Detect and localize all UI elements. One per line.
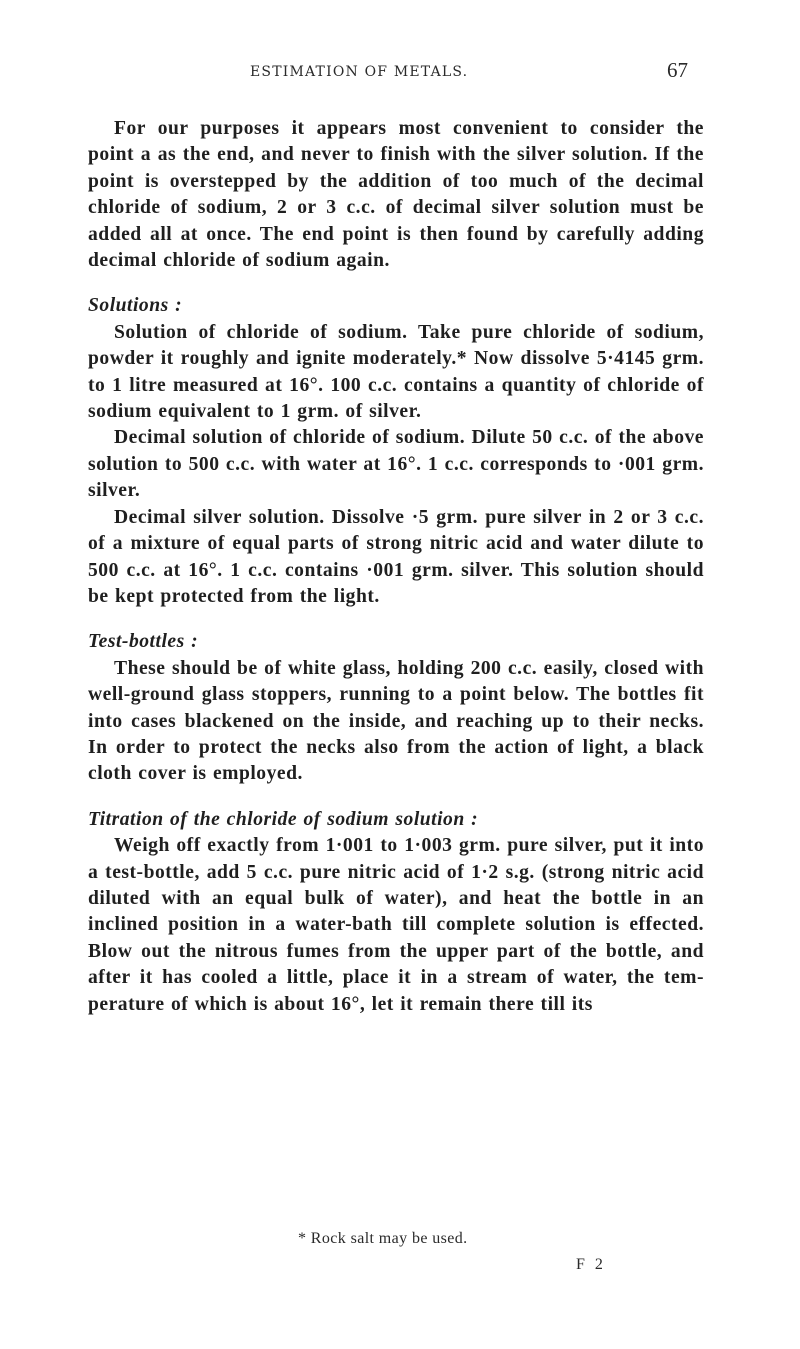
- titration-heading: Titration of the chloride of sodium solution :: [88, 808, 479, 830]
- test-bottles-heading: Test-bottles :: [88, 631, 199, 653]
- page-number: 67: [667, 58, 688, 82]
- footnote: * Rock salt may be used.: [298, 1230, 468, 1247]
- test-bottles-paragraph: These should be of white glass, holding 200 c.c. easily, closed with well-ground glass stoppers, running to a point below. The bottles fit into cases blackened on the inside, and reaching up to their necks. In order to protect the necks also from the action of light, a black cloth cover is employed.: [88, 657, 704, 785]
- solutions-paragraph-3: Decimal silver solution. Dissolve ·5 grm. pure silver in 2 or 3 c.c. of a mixture of equal parts of strong nitric acid and water dilute to 500 c.c. at 16°. 1 c.c. contains ·001 grm. silver. This solution should be kept protected from the light.: [88, 506, 704, 607]
- solutions-paragraph-1: Solution of chloride of sodium. Take pure chloride of sodium, powder it roughly and ignite moderately.* Now dissolve 5·4145 grm. to 1 litre measured at 16°. 100 c.c. contains a quantity of chloride of sodium equivalent to 1 grm. of silver.: [88, 321, 704, 423]
- page-header: [0, 58, 800, 86]
- solutions-heading: Solutions :: [88, 295, 183, 317]
- solutions-paragraph-2: Decimal solution of chloride of sodium. Dilute 50 c.c. of the above solution to 500 c.c. with water at 16°. 1 c.c. corresponds to ·001 grm. silver.: [88, 427, 704, 502]
- intro-paragraph: For our purposes it appears most convenient to consider the point a as the end, and never to finish with the silver solution. If the point is overstepped by the addition of too much of the decimal chloride of sodium, 2 or 3 c.c. of decimal silver solution must be added all at once. The end point is then found by carefully adding decimal chloride of sodium again.: [88, 118, 704, 272]
- titration-paragraph: Weigh off exactly from 1·001 to 1·003 grm. pure silver, put it into a test-bottle, add 5 c.c. pure nitric acid of 1·2 s.g. (strong nitric acid diluted with an equal bulk of water), and heat the bottle in an inclined position in a water-bath till complete solution is effected. Blow out the nitrous fumes from the upper part of the bottle, and after it has cooled a little, place it in a stream of water, the tem- perature of which is about 16°, let it remain there till its: [88, 835, 704, 1015]
- body-text: [88, 116, 704, 1018]
- signature-mark: F 2: [576, 1256, 606, 1273]
- running-head: ESTIMATION OF METALS.: [250, 64, 469, 80]
